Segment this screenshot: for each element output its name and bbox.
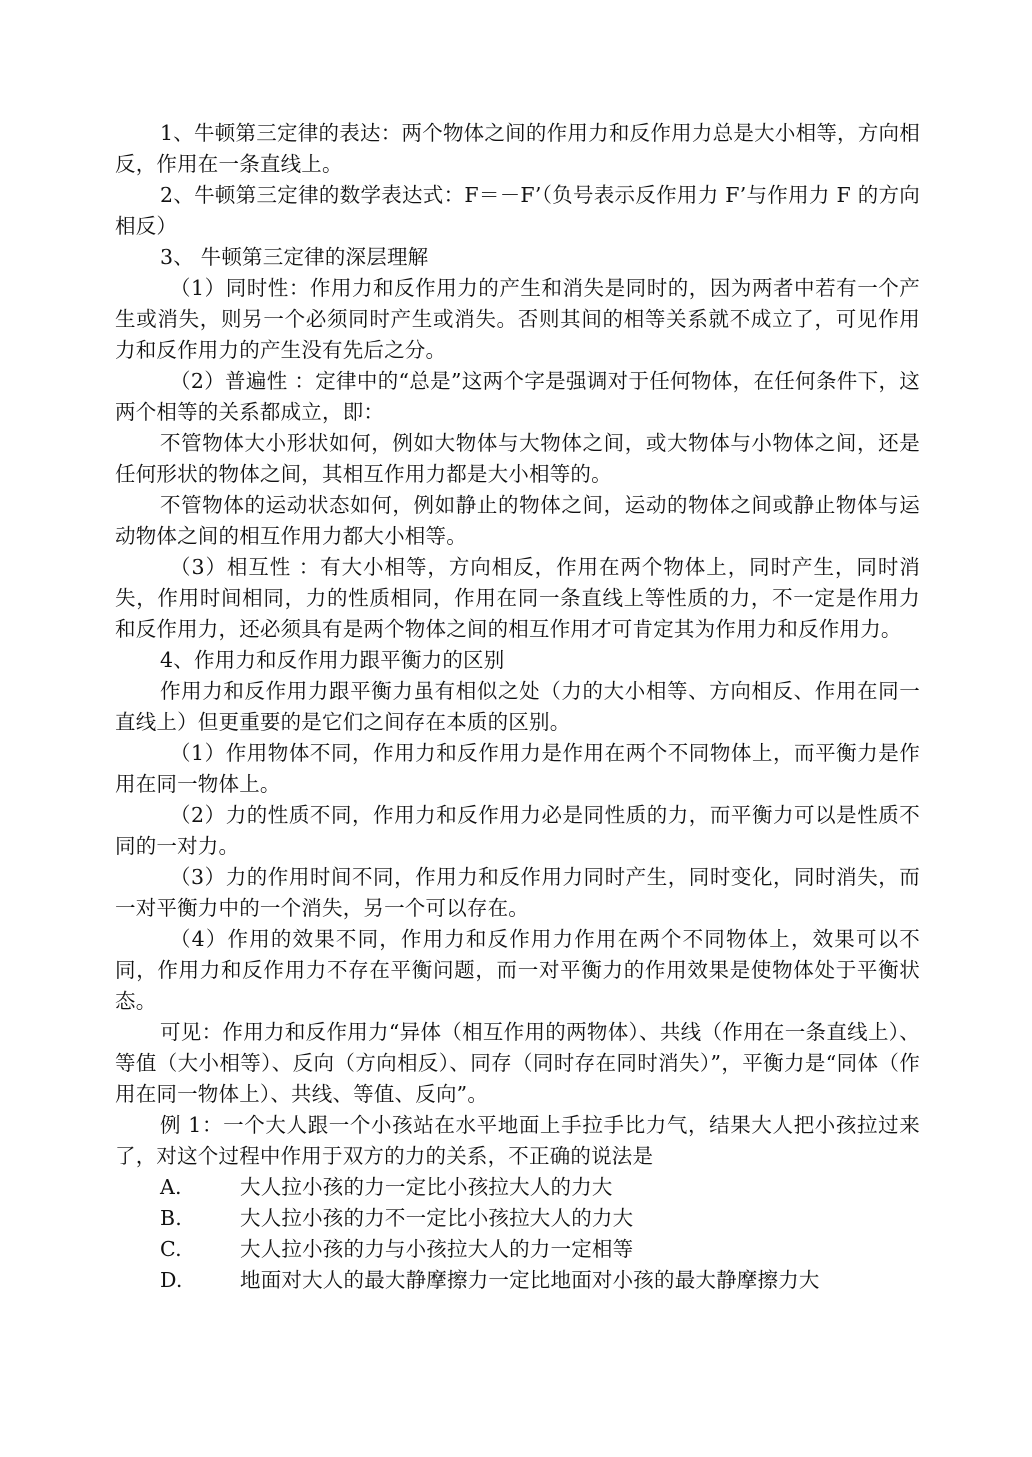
paragraph-difference-intro: 作用力和反作用力跟平衡力虽有相似之处（力的大小相等、方向相反、作用在同一直线上）但更重要的是它们之间存在本质的区别。 <box>115 679 920 734</box>
option-letter: D. <box>160 1268 183 1292</box>
paragraph-simultaneity: （1）同时性：作用力和反作用力的产生和消失是同时的，因为两者中若有一个产生或消失，则另一个必须同时产生或消失。否则其间的相等关系就不成立了，可见作用力和反作用力的产生没有先后之分。 <box>115 276 920 362</box>
heading-difference-balance: 4、作用力和反作用力跟平衡力的区别 <box>160 648 505 672</box>
paragraph-difference-object: （1）作用物体不同，作用力和反作用力是作用在两个不同物体上，而平衡力是作用在同一物体上。 <box>115 741 920 796</box>
paragraph-difference-nature: （2）力的性质不同，作用力和反作用力必是同性质的力，而平衡力可以是性质不同的一对力。 <box>115 803 920 858</box>
option-text: 大人拉小孩的力与小孩拉大人的力一定相等 <box>240 1237 634 1261</box>
paragraph-motion-independence: 不管物体的运动状态如何，例如静止的物体之间，运动的物体之间或静止物体与运动物体之间的相互作用力都大小相等。 <box>115 493 920 548</box>
option-letter: A. <box>160 1175 182 1199</box>
option-text: 大人拉小孩的力一定比小孩拉大人的力大 <box>240 1175 613 1199</box>
paragraph-mutuality: （3）相互性 ：有大小相等，方向相反，作用在两个物体上，同时产生，同时消失，作用时间相同，力的性质相同，作用在同一条直线上等性质的力，不一定是作用力和反作用力，还必须具有是两个物体之间的相互作用才可肯定其为作用力和反作用力。 <box>115 555 920 641</box>
heading-deep-understanding: 3、 牛顿第三定律的深层理解 <box>160 245 429 269</box>
paragraph-law-formula: 2、牛顿第三定律的数学表达式：F＝－F’（负号表示反作用力 F’与作用力 F 的方向相反） <box>115 183 920 238</box>
option-text: 地面对大人的最大静摩擦力一定比地面对小孩的最大静摩擦力大 <box>240 1268 820 1292</box>
option-c <box>115 1234 920 1265</box>
option-letter: C. <box>160 1237 182 1261</box>
paragraph-shape-independence: 不管物体大小形状如何，例如大物体与大物体之间，或大物体与小物体之间，还是任何形状的物体之间，其相互作用力都是大小相等的。 <box>115 431 920 486</box>
option-text: 大人拉小孩的力不一定比小孩拉大人的力大 <box>240 1206 634 1230</box>
document-body <box>115 118 920 1296</box>
option-a <box>115 1172 920 1203</box>
paragraph-difference-time: （3）力的作用时间不同，作用力和反作用力同时产生，同时变化，同时消失，而一对平衡力中的一个消失，另一个可以存在。 <box>115 865 920 920</box>
paragraph-example-question: 例 1：一个大人跟一个小孩站在水平地面上手拉手比力气，结果大人把小孩拉过来了，对这个过程中作用于双方的力的关系，不正确的说法是 <box>115 1113 920 1168</box>
paragraph-difference-effect: （4）作用的效果不同，作用力和反作用力作用在两个不同物体上，效果可以不同，作用力和反作用力不存在平衡问题，而一对平衡力的作用效果是使物体处于平衡状态。 <box>115 927 920 1013</box>
option-d <box>115 1265 920 1296</box>
paragraph-universality: （2）普遍性 ：定律中的“总是”这两个字是强调对于任何物体，在任何条件下，这两个相等的关系都成立，即： <box>115 369 920 424</box>
paragraph-law-statement: 1、牛顿第三定律的表达：两个物体之间的作用力和反作用力总是大小相等，方向相反，作用在一条直线上。 <box>115 121 920 176</box>
paragraph-summary: 可见：作用力和反作用力“异体（相互作用的两物体）、共线（作用在一条直线上）、等值（大小相等）、反向（方向相反）、同存（同时存在同时消失）”，平衡力是“同体（作用在同一物体上）、共线、等值、反向”。 <box>115 1020 920 1106</box>
option-letter: B. <box>160 1206 182 1230</box>
option-b <box>115 1203 920 1234</box>
